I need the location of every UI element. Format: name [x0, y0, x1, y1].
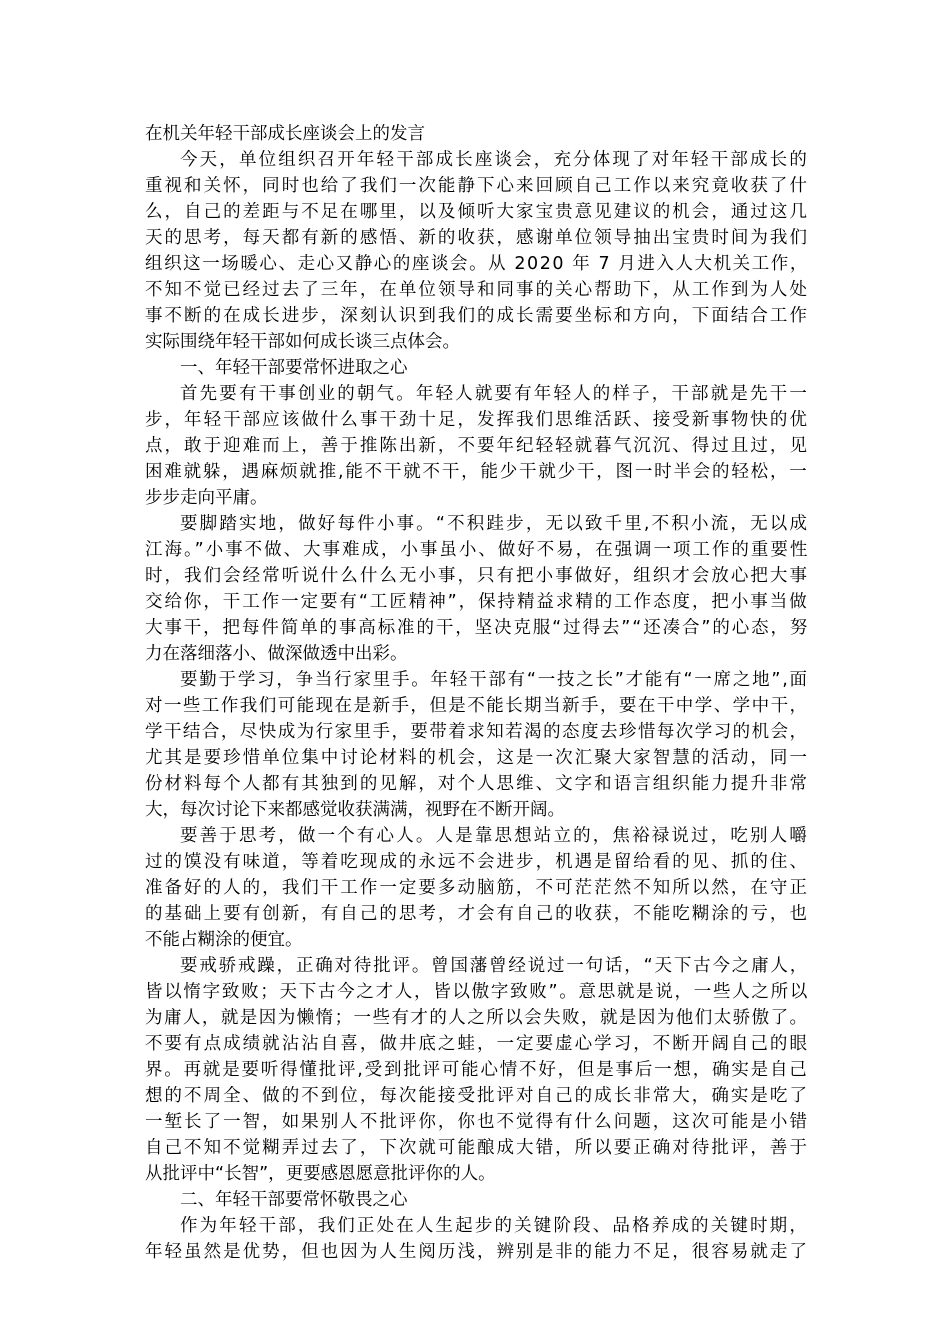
text-line: 天的思考，每天都有新的感悟、新的收获，感谢单位领导抽出宝贵时间为我们	[145, 228, 809, 248]
text-line: 不要有点成绩就沾沾自喜，做井底之蛙，一定要虚心学习，不断开阔自己的眼	[145, 1034, 809, 1054]
text-line: 准备好的人的，我们干工作一定要多动脑筋，不可茫茫然不知所以然，在守正	[145, 878, 809, 898]
text-line: 界。再就是要听得懂批评,受到批评可能心情不好，但是事后一想，确实是自己	[145, 1060, 809, 1080]
text-line: 一堑长了一智，如果别人不批评你，你也不觉得有什么问题，这次可能是小错	[145, 1112, 809, 1132]
text-line: 从批评中“长智”，更要感恩愿意批评你的人。	[145, 1164, 496, 1184]
text-line: 自己不知不觉糊弄过去了，下次就可能酿成大错，所以要正确对待批评，善于	[145, 1138, 809, 1158]
text-line: 年轻虽然是优势，但也因为人生阅历浅，辨别是非的能力不足，很容易就走了	[145, 1242, 809, 1262]
text-line: 江海。”小事不做、大事难成，小事虽小、做好不易，在强调一项工作的重要性	[145, 540, 809, 560]
text-line: 时，我们会经常听说什么什么无小事，只有把小事做好，组织才会放心把大事	[145, 566, 809, 586]
document-title: 在机关年轻干部成长座谈会上的发言	[145, 124, 425, 144]
text-line: 为庸人，就是因为懒惰；一些有才的人之所以会失败，就是因为他们太骄傲了。	[145, 1008, 809, 1028]
text-line: 不知不觉已经过去了三年，在单位领导和同事的关心帮助下，从工作到为人处	[145, 280, 809, 300]
paragraph	[145, 511, 809, 667]
text-line: 今天，单位组织召开年轻干部成长座谈会，充分体现了对年轻干部成长的	[180, 150, 809, 170]
section-heading: 一、年轻干部要常怀进取之心	[180, 358, 408, 378]
text-line: 首先要有干事创业的朝气。年轻人就要有年轻人的样子，干部就是先干一	[180, 384, 809, 404]
paragraph	[145, 667, 809, 823]
text-line: 作为年轻干部，我们正处在人生起步的关键阶段、品格养成的关键时期，	[180, 1216, 809, 1236]
paragraph	[145, 1213, 809, 1265]
section-heading: 二、年轻干部要常怀敬畏之心	[180, 1190, 408, 1210]
paragraph	[145, 381, 809, 511]
text-line: 实际围绕年轻干部如何成长谈三点体会。	[145, 332, 460, 352]
text-line: 皆以惰字致败；天下古今之才人，皆以傲字致败”。意思就是说，一些人之所以	[145, 982, 809, 1002]
text-line: 要戒骄戒躁，正确对待批评。曾国藩曾经说过一句话，“天下古今之庸人，	[180, 956, 809, 976]
paragraph	[145, 823, 809, 953]
text-line: 事不断的在成长进步，深刻认识到我们的成长需要坐标和方向，下面结合工作	[145, 306, 809, 326]
text-line: 重视和关怀，同时也给了我们一次能静下心来回顾自己工作以来究竟收获了什	[145, 176, 809, 196]
text-line: 不能占糊涂的便宜。	[145, 930, 303, 950]
text-line: 想的不周全、做的不到位，每次能接受批评对自己的成长非常大，确实是吃了	[145, 1086, 809, 1106]
paragraph	[145, 953, 809, 1187]
text-line: 大，每次讨论下来都感觉收获满满，视野在不断开阔。	[145, 800, 565, 820]
text-line: 尤其是要珍惜单位集中讨论材料的机会，这是一次汇聚大家智慧的活动，同一	[145, 748, 809, 768]
text-line: 要勤于学习，争当行家里手。年轻干部有“一技之长”才能有“一席之地”,面	[180, 670, 809, 690]
text-line: 过的馍没有味道，等着吃现成的永远不会进步，机遇是留给看的见、抓的住、	[145, 852, 809, 872]
text-line: 点，敢于迎难而上，善于推陈出新，不要年纪轻轻就暮气沉沉、得过且过，见	[145, 436, 809, 456]
text-line: 组织这一场暖心、走心又静心的座谈会。从 2020 年 7 月进入人大机关工作，	[145, 254, 809, 274]
text-line: 份材料每个人都有其独到的见解，对个人思维、文字和语言组织能力提升非常	[145, 774, 809, 794]
text-line: 力在落细落小、做深做透中出彩。	[145, 644, 408, 664]
text-line: 困难就躲，遇麻烦就推,能不干就不干，能少干就少干，图一时半会的轻松，一	[145, 462, 809, 482]
text-line: 么，自己的差距与不足在哪里，以及倾听大家宝贵意见建议的机会，通过这几	[145, 202, 809, 222]
text-line: 要脚踏实地，做好每件小事。“不积跬步，无以致千里,不积小流，无以成	[180, 514, 809, 534]
text-line: 交给你，干工作一定要有“工匠精神”，保持精益求精的工作态度，把小事当做	[145, 592, 809, 612]
text-line: 大事干，把每件简单的事高标准的干，坚决克服“过得去”“还凑合”的心态，努	[145, 618, 809, 638]
text-line: 步步走向平庸。	[145, 488, 268, 508]
text-line: 的基础上要有创新，有自己的思考，才会有自己的收获，不能吃糊涂的亏，也	[145, 904, 809, 924]
text-line: 对一些工作我们可能现在是新手，但是不能长期当新手，要在干中学、学中干，	[145, 696, 809, 716]
document-page	[145, 121, 809, 1265]
paragraph	[145, 147, 809, 355]
text-line: 学干结合，尽快成为行家里手，要带着求知若渴的态度去珍惜每次学习的机会，	[145, 722, 809, 742]
document-body	[145, 147, 809, 1265]
text-line: 要善于思考，做一个有心人。人是靠思想站立的，焦裕禄说过，吃别人嚼	[180, 826, 809, 846]
text-line: 步，年轻干部应该做什么事干劲十足，发挥我们思维活跃、接受新事物快的优	[145, 410, 809, 430]
